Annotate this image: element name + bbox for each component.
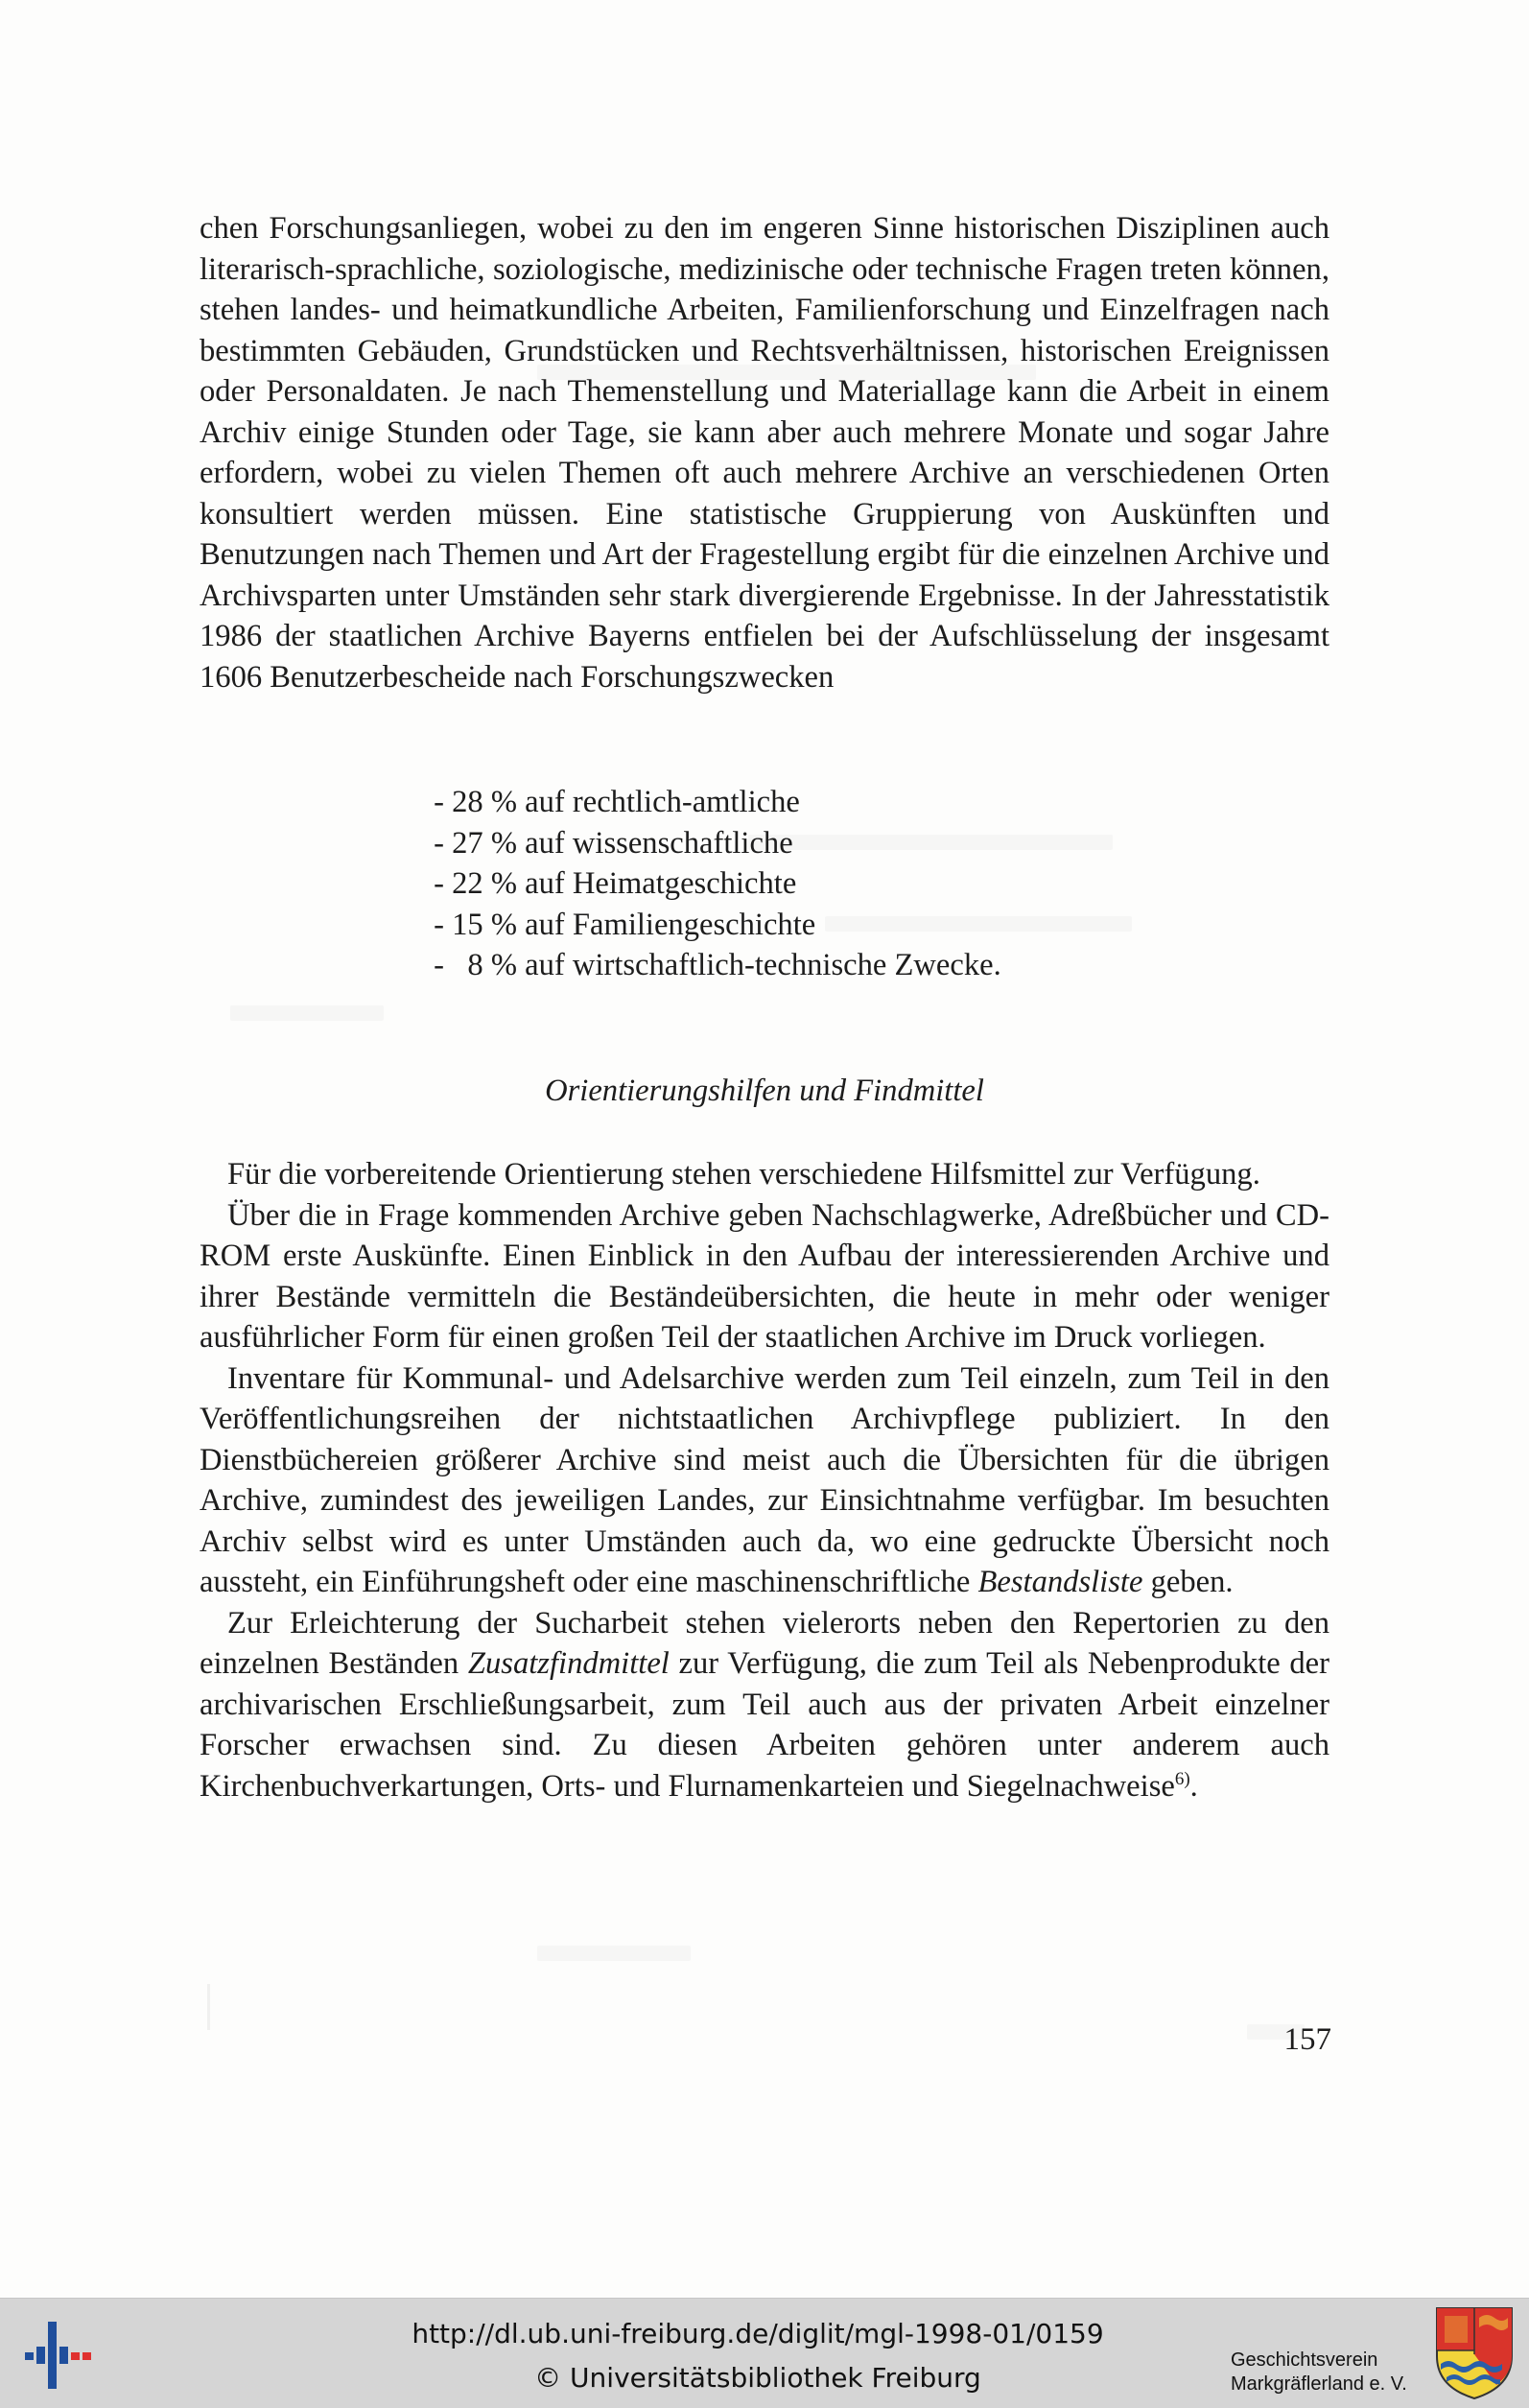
footer-center [345,2312,1170,2400]
statistics-label: auf Familiengeschichte [525,907,816,942]
intro-paragraph: chen Forschungsanliegen, wobei zu den im engeren Sinne historischen Disziplinen auch literarisch-sprachliche, soziologische, medizinische oder technische Fragen treten können, stehen landes- und heimatkundliche Arbeiten, Familienforschung und Einzelfragen nach bestimmten Gebäuden, Grundstücken und Rechtsverhältnissen, historischen Ereignissen oder Personaldaten. Je nach Themenstellung und Materiallage kann die Arbeit in einem Archiv einige Stunden oder Tage, sie kann aber auch mehrere Monate und sogar Jahre erfordern, wobei zu vielen Themen oft auch mehrere Archive an verschiedenen Orten konsultiert werden müssen. Eine statistische Gruppierung von Auskünften und Benutzungen nach Themen und Art der Fragestellung ergibt für die einzelnen Archive und Archivsparten unter Umständen sehr stark divergierende Ergebnisse. In der Jahresstatistik 1986 der staatlichen Archive Bayerns entfielen bei der Aufschlüsselung der insgesamt 1606 Benutzerbescheide nach Forschungszwecken [200,211,1329,695]
society-name-line2: Markgräflerland e. V. [1231,2373,1407,2395]
page-number: 157 [1283,2022,1331,2057]
statistics-item [416,905,1001,946]
statistics-label: auf rechtlich-amtliche [525,785,800,819]
statistics-item [416,863,1001,905]
statistics-label: auf wissenschaftliche [525,825,793,861]
paragraph-inventories-end: geben. [1142,1565,1234,1599]
paragraph-finding-aids-text: zur Verfügung, die zum Teil als Nebenprodukte der archivarischen Erschließungsarbeit, zum Teil auch aus der privaten Arbeit einzelner Forscher erwachsen sind. Zu diesen Arbeiten gehören unter anderem auch Kirchenbuchverkartungen, Orts- und Flurnamenkarteien und Siegelnachweise [200,1646,1329,1804]
statistics-item [416,823,1001,864]
statistics-percent: - 28 % [434,785,517,819]
scan-artifact [207,1984,210,2030]
society-name [1231,2349,1407,2396]
permalink-url[interactable]: http://dl.ub.uni-freiburg.de/diglit/mgl-1998-01/0159 [412,2318,1104,2349]
body-text-block [200,1154,1329,1806]
paragraph-finding-aids [200,1603,1329,1807]
statistics-percent: - 15 % [434,907,517,942]
statistics-list [416,782,1001,986]
paragraph-finding-aids-italic: Zusatzfindmittel [467,1646,670,1681]
footnote-marker: 6) [1174,1768,1190,1789]
copyright-notice: © Universitätsbibliothek Freiburg [534,2362,981,2394]
statistics-item [416,945,1001,986]
paragraph-inventories [200,1358,1329,1603]
paragraph-inventories-italic: Bestandsliste [977,1565,1143,1599]
statistics-percent: - 27 % [434,825,517,861]
paragraph-reference-works: Über die in Frage kommenden Archive geben Nachschlagwerke, Adreßbücher und CD-ROM erste Auskünfte. Einen Einblick in den Aufbau der interessierenden Archive und ihrer Bestände vermitteln die Beständeübersichten, die heute in mehr oder weniger ausführlicher Form für einen großen Teil der staatlichen Archive im Druck vorliegen. [200,1197,1329,1355]
statistics-label: auf Heimatgeschichte [525,866,797,901]
society-name-line1: Geschichtsverein [1231,2349,1378,2371]
paragraph-inventories-text: Inventare für Kommunal- und Adelsarchive werden zum Teil einzeln, zum Teil in den Veröffentlichungsreihen der nichtstaatlichen Archivpflege publiziert. In den Dienstbüchereien größerer Archive sind meist auch die Übersichten für die übrigen Archive, zumindest des jeweiligen Landes, zur Einsichtnahme verfügbar. Im besuchten Archiv selbst wird es unter Umständen auch da, wo eine gedruckte Übersicht noch aussteht, ein Einführungsheft oder eine maschinenschriftliche [200,1360,1329,1599]
statistics-percent: - 8 % [434,948,517,982]
intro-paragraph-block [200,208,1329,697]
statistics-label: auf wirtschaftlich-technische Zwecke. [525,948,1001,982]
scan-artifact [230,1005,384,1021]
paragraph-finding-aids-start: Zur Erleichterung der Sucharbeit stehen vielerorts neben den Repertorien zu den einzelnen Beständen [200,1605,1329,1681]
statistics-item [416,782,1001,823]
paragraph-finding-aids-end: . [1189,1768,1198,1804]
paragraph-orientation: Für die vorbereitende Orientierung stehen verschiedene Hilfsmittel zur Verfügung. [227,1157,1260,1192]
statistics-percent: - 22 % [434,866,517,901]
scan-artifact [537,1946,691,1961]
section-heading: Orientierungshilfen und Findmittel [545,1074,984,1108]
viewer-footer [0,2298,1529,2408]
digital-library-logo-icon[interactable] [21,2318,98,2395]
coat-of-arms-icon [1435,2306,1514,2400]
